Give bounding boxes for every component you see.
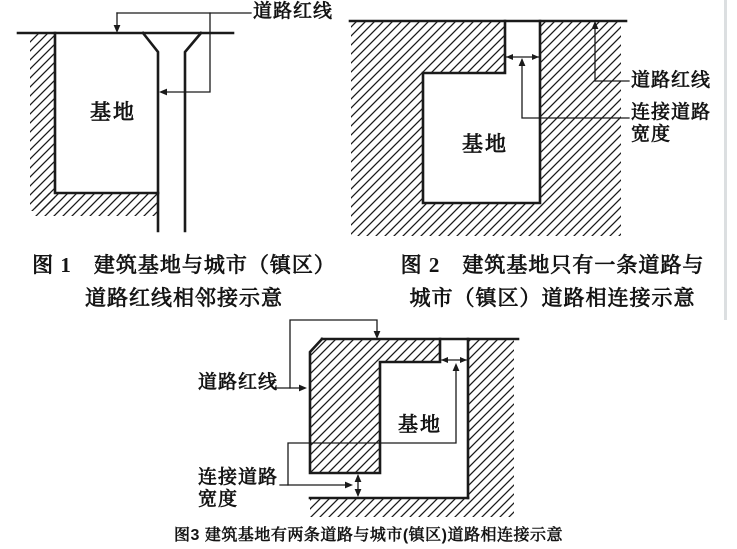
- fig2-site-label: 基地: [462, 132, 508, 156]
- fig1-site-label: 基地: [90, 100, 136, 124]
- fig1-hatch-bottom: [35, 193, 158, 216]
- fig3-connecting-road-width-line1: 连接道路: [198, 467, 279, 488]
- fig3-hatch-left-block: [310, 339, 440, 473]
- fig2-caption-line1: 图 2 建筑基地只有一条道路与: [400, 253, 705, 277]
- fig2-road-red-line-label: 道路红线: [631, 70, 712, 91]
- fig2-connecting-road-width-line2: 宽度: [631, 124, 672, 145]
- fig3-road-red-line-label: 道路红线: [198, 372, 279, 393]
- fig3-connecting-road-width-label: [198, 467, 278, 511]
- fig2-caption-line2: 城市（镇区）道路相连接示意: [409, 286, 696, 310]
- fig3-site-label: 基地: [398, 414, 442, 436]
- fig1-caption-line2: 道路红线相邻接示意: [85, 286, 283, 310]
- fig2-connecting-road-width-line1: 连接道路: [631, 102, 712, 123]
- fig1-caption-line1: 图 1 建筑基地与城市（镇区）: [32, 253, 336, 277]
- fig1-road-red-line-label: 道路红线: [253, 1, 334, 22]
- fig3-connecting-road-width-line2: 宽度: [198, 489, 239, 510]
- fig1-hatch-left-strip: [30, 33, 55, 211]
- fig2-connecting-road-width-label: [631, 102, 711, 146]
- fig3-caption: 图3 建筑基地有两条道路与城市(镇区)道路相连接示意: [173, 527, 563, 544]
- figure3-linework: [275, 320, 518, 517]
- figure2-linework: [350, 21, 629, 236]
